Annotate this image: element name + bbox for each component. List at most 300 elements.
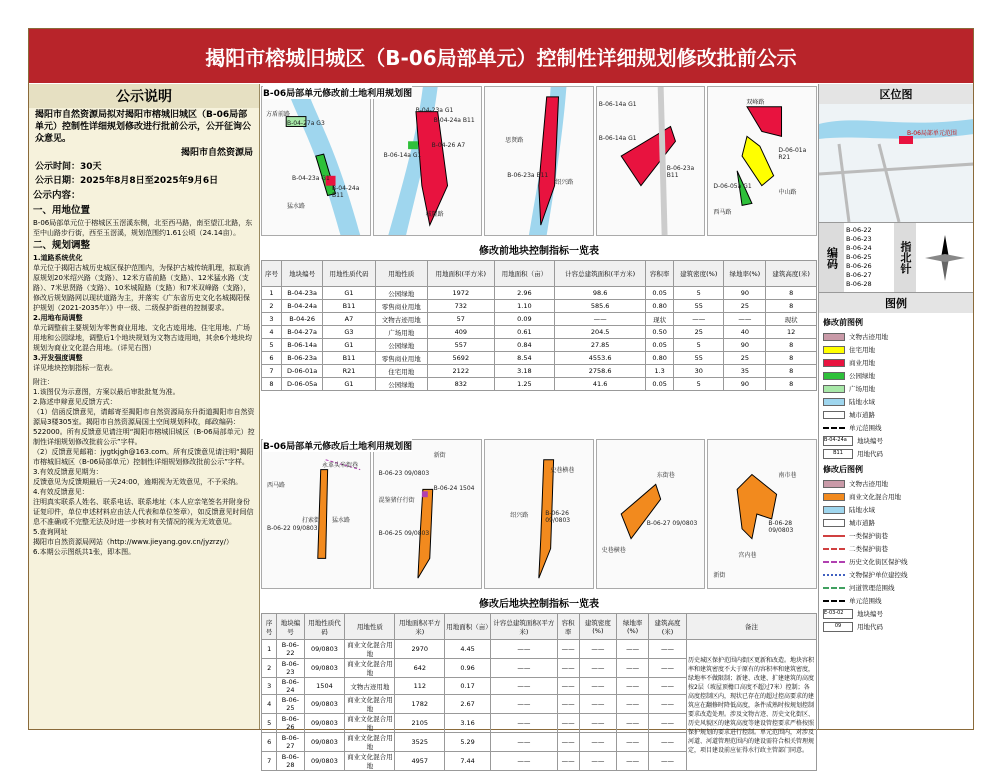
map-label: B-06-28 09/0803 <box>768 520 794 534</box>
table-cell: 商业文化混合用地 <box>345 640 395 659</box>
table-cell: —— <box>648 733 686 752</box>
before-map-3-svg <box>485 87 593 235</box>
maps-panel <box>261 84 817 770</box>
column-header: 用地面积(平方米) <box>395 614 445 640</box>
before-legend-title: 修改前图例 <box>823 318 863 327</box>
table-cell: 204.5 <box>555 326 646 339</box>
codes-label: 编码 <box>819 223 844 292</box>
notice-date <box>29 174 259 188</box>
plot-commercial <box>747 107 782 137</box>
table-row <box>262 365 817 378</box>
reference-panel <box>818 84 973 729</box>
map-label: 南市巷 <box>778 472 797 479</box>
legend-swatch: 09 <box>823 622 853 632</box>
table-cell: 1.25 <box>494 378 554 391</box>
plot-mixed <box>318 470 328 559</box>
table-row <box>262 339 817 352</box>
table-cell: 0.80 <box>646 300 674 313</box>
table-cell: 零售商业用地 <box>375 300 427 313</box>
map-label: B-06-14a G1 <box>598 135 637 142</box>
table-cell: 商业文化混合用地 <box>345 752 395 771</box>
legend-item <box>819 594 973 607</box>
column-header: 序号 <box>262 261 282 287</box>
table-cell: —— <box>648 714 686 733</box>
column-header: 用地性质 <box>375 261 427 287</box>
map-label: B-04-24a B11 <box>332 185 360 199</box>
table-cell: B-06-22 <box>277 640 304 659</box>
legend-swatch <box>823 398 845 406</box>
table-cell: —— <box>490 640 557 659</box>
table-cell: 5692 <box>427 352 494 365</box>
table-cell: —— <box>579 678 617 695</box>
table-cell: 公园绿地 <box>375 378 427 391</box>
table-cell: 0.05 <box>646 378 674 391</box>
legend-swatch <box>823 333 845 341</box>
map-label: B-06-23a B11 <box>666 165 695 179</box>
table-cell: B-06-27 <box>277 733 304 752</box>
legend-swatch <box>823 600 845 602</box>
time-value: 30天 <box>80 162 102 172</box>
adjust-2-text: 单元调整前主要规划为零售商业用地、文化古迹用地、住宅用地、广场用地和公园绿地，调整后1个地块规划为文物古迹用地，其余6个地块均规划为商业文化混合用地。（详见右图） <box>33 324 252 352</box>
legend-item <box>819 356 973 369</box>
table-cell: —— <box>490 733 557 752</box>
legend-item <box>819 503 973 516</box>
legend-swatch <box>823 372 845 380</box>
after-table-title: 修改后地块控制指标一览表 <box>479 599 599 610</box>
table-cell: B-06-14a <box>281 339 322 352</box>
table-cell: 2758.6 <box>555 365 646 378</box>
table-cell: 2970 <box>395 640 445 659</box>
note-line: 反馈意见为反馈期最后一天24:00，逾期视为无效意见，不予采纳。 <box>33 478 243 486</box>
after-map-4 <box>596 439 706 589</box>
legend-item <box>819 421 973 434</box>
table-cell: 1 <box>262 640 277 659</box>
legend-label: 文物古迹用地 <box>849 480 888 488</box>
note-line: 4.有效反馈意见： <box>33 488 89 496</box>
column-header: 绿地率(%) <box>617 614 649 640</box>
before-legend <box>819 330 973 460</box>
table-cell: 3.16 <box>445 714 491 733</box>
table-cell: B-04-23a <box>281 287 322 300</box>
note-line: （1）信函反馈意见，请邮寄至揭阳市自然资源局东升街道揭阳市自然资源局3楼305室。揭阳市自然资源局国土空间规划科收，邮政编码：522000。所有反馈意见请注明“揭阳市榕城旧城区（B-06局部单元）控制性详细规划修改批前公示”字样。 <box>33 408 255 446</box>
table-cell: 3 <box>262 313 282 326</box>
table-cell: —— <box>490 714 557 733</box>
map-label: B-06-14a G1 <box>383 152 422 159</box>
table-cell: 商业文化混合用地 <box>345 714 395 733</box>
table-cell: 25 <box>724 300 766 313</box>
table-cell: 4 <box>262 326 282 339</box>
table-cell: A7 <box>323 313 375 326</box>
page-title: 揭阳市榕城旧城区（B-06局部单元）控制性详细规划修改批前公示 <box>29 29 973 83</box>
after-table <box>261 613 817 771</box>
section-adjust: 二、规划调整 <box>33 240 91 251</box>
section-location: 一、用地位置 <box>33 205 91 216</box>
legend-label: 单元范围线 <box>849 424 882 432</box>
time-label: 公示时间： <box>35 162 81 172</box>
legend-swatch: B-04-24a <box>823 436 853 446</box>
code-item: B-06-26 <box>846 262 872 270</box>
table-row <box>262 313 817 326</box>
table-cell: B-06-23 <box>277 659 304 678</box>
legend-label: 商业用地 <box>849 359 875 367</box>
note-line: （2）反馈意见邮箱：jygtkjgh@163.com。所有反馈意见请注明“揭阳市榕城旧城区（B-06局部单元）控制性详细规划修改批前公示”字样。 <box>33 448 254 466</box>
legend-label: 单元范围线 <box>849 597 882 605</box>
table-cell: 7.44 <box>445 752 491 771</box>
table-cell: 55 <box>674 352 724 365</box>
note-line: 注明真实联系人姓名、联系电话、联系地址（本人应亲笔签名并附身份证复印件，单位申述材料应由法人代表和单位签章），如反馈意见时间信息不准确或不完整无法及时进一步核对有关情况的视为无效意见。 <box>33 498 254 526</box>
map-label: B-06-25 09/0803 <box>378 530 430 537</box>
legend-label: 城市道路 <box>849 519 875 527</box>
legend-label: 商业文化混合用地 <box>849 493 901 501</box>
plot-residential <box>742 136 774 185</box>
table-cell: 住宅用地 <box>375 365 427 378</box>
column-header: 用地面积(平方米) <box>427 261 494 287</box>
column-header: 容积率 <box>557 614 579 640</box>
table-cell: 41.6 <box>555 378 646 391</box>
legend-item <box>819 542 973 555</box>
poster-frame <box>28 28 974 770</box>
legend-item <box>819 408 973 421</box>
location-text: B-06局部单元位于榕城区玉滘溪东侧，北至西马路，南至望江北路，东至中山路步行街，西至玉滘溪，规划范围约1.61公顷（24.14亩）。 <box>33 219 253 237</box>
before-map-3 <box>484 86 594 236</box>
table-cell: 57 <box>427 313 494 326</box>
table-cell: —— <box>617 714 649 733</box>
code-item: B-06-27 <box>846 271 872 279</box>
legend-label: 河道管理范围线 <box>849 584 895 592</box>
table-cell: 公园绿地 <box>375 339 427 352</box>
map-label: 绍兴路 <box>510 512 529 519</box>
before-map-4 <box>596 86 706 236</box>
table-cell: —— <box>617 695 649 714</box>
table-cell: 642 <box>395 659 445 678</box>
map-label: 东街巷 <box>656 472 675 479</box>
column-header: 地块编号 <box>281 261 322 287</box>
map-label: 史巷横巷 <box>601 547 626 554</box>
before-map-5 <box>707 86 817 236</box>
table-cell: —— <box>490 752 557 771</box>
map-label: 西马路 <box>713 209 732 216</box>
table-cell: 商业文化混合用地 <box>345 695 395 714</box>
plot-mixed <box>621 484 660 538</box>
column-header: 计容总建筑面积(平方米) <box>555 261 646 287</box>
table-cell: 8.54 <box>494 352 554 365</box>
after-map-5 <box>707 439 817 589</box>
table-cell: 8 <box>766 352 817 365</box>
legend-swatch <box>823 519 845 527</box>
table-cell: —— <box>490 678 557 695</box>
table-cell: —— <box>648 695 686 714</box>
code-item: B-06-23 <box>846 235 872 243</box>
table-cell: —— <box>579 714 617 733</box>
map-label: B-06-27 09/0803 <box>646 520 698 527</box>
table-cell: B-06-24 <box>277 678 304 695</box>
table-cell: 12 <box>766 326 817 339</box>
after-map-2 <box>373 439 483 589</box>
map-label: 绍兴路 <box>555 179 574 186</box>
table-cell: 409 <box>427 326 494 339</box>
table-row <box>262 326 817 339</box>
table-cell: 文物古迹用地 <box>345 678 395 695</box>
legend-swatch: E-03-02 <box>823 609 853 619</box>
remark-cell: 历史城区保护范围内街区更新和改造。地块容积率和建筑密度不大于原有的容积率和建筑密度，绿地率不做限制；新建、改建、扩建建筑的高度按2层（坡屋顶檐口高度不超过7米）控制；各高度控制区内，现状已存在的超过控高要求的建筑应在翻修时降低高度，条件成熟时按规划控制要求改造处理。涉及文物古迹、历史文化街区、历史风貌区的建筑高度等建设管控要求严格按照保护规划的要求进行控制。单元范围内，对涉及河道、河道管理范围内的建设需符合相关管理规定，项目建设前应征得水行政主管部门同意。 <box>687 640 817 771</box>
map-label: B-06-23a B11 <box>507 172 549 179</box>
table-cell: 112 <box>395 678 445 695</box>
legend-swatch <box>823 587 845 589</box>
adjust-1-heading: 1.道路系统优化 <box>33 254 83 262</box>
legend-item <box>819 620 973 633</box>
legend-label: 用地代码 <box>857 623 883 631</box>
code-item: B-06-28 <box>846 280 872 288</box>
before-map-2 <box>373 86 483 236</box>
table-cell: —— <box>579 695 617 714</box>
table-cell: 7 <box>262 365 282 378</box>
legend-label: 地块编号 <box>857 437 883 445</box>
map-label: 西马路 <box>267 482 286 489</box>
codes-north-row <box>819 222 973 292</box>
map-label: B-04-24a B11 <box>433 117 475 124</box>
note-line: 3.有效反馈意见期为： <box>33 468 103 476</box>
map-label: B-06-24 1504 <box>433 485 475 492</box>
location-map-svg <box>819 104 973 222</box>
map-label: 新街 <box>433 452 446 459</box>
table-cell: 09/0803 <box>304 714 345 733</box>
table-cell: 8 <box>766 378 817 391</box>
table-cell: —— <box>579 640 617 659</box>
table-cell: 2 <box>262 300 282 313</box>
map-label: B-06-22 09/0803 <box>267 525 318 532</box>
table-cell: —— <box>557 714 579 733</box>
table-row <box>262 640 817 659</box>
table-cell: B11 <box>323 300 375 313</box>
table-cell: 商业文化混合用地 <box>345 733 395 752</box>
legend-label: 二类保护街巷 <box>849 545 888 553</box>
table-cell: —— <box>557 640 579 659</box>
note-line: 揭阳市自然资源局网站（http://www.jieyang.gov.cn/jyzrzy/） <box>33 538 233 546</box>
column-header: 备注 <box>687 614 817 640</box>
table-cell: —— <box>557 678 579 695</box>
legend-label: 地块编号 <box>857 610 883 618</box>
notice-panel <box>29 84 260 729</box>
table-cell: 7 <box>262 752 277 771</box>
table-cell: R21 <box>323 365 375 378</box>
column-header: 建筑高度(米) <box>766 261 817 287</box>
after-map-5-svg <box>708 440 816 588</box>
table-cell: 1 <box>262 287 282 300</box>
table-cell: 0.09 <box>494 313 554 326</box>
after-map-1 <box>261 439 371 589</box>
table-cell: —— <box>617 659 649 678</box>
table-cell: —— <box>555 313 646 326</box>
table-cell: 8 <box>766 365 817 378</box>
table-cell: B-04-24a <box>281 300 322 313</box>
table-cell: 8 <box>262 378 282 391</box>
table-cell: 0.17 <box>445 678 491 695</box>
legend-swatch: B11 <box>823 449 853 459</box>
legend-item <box>819 477 973 490</box>
column-header: 序号 <box>262 614 277 640</box>
table-cell: —— <box>557 733 579 752</box>
table-cell: —— <box>557 659 579 678</box>
table-cell: —— <box>617 678 649 695</box>
table-cell: 4 <box>262 695 277 714</box>
table-cell: 4553.6 <box>555 352 646 365</box>
notice-lead: 揭阳市自然资源局拟对揭阳市榕城旧城区（B-06局部单元）控制性详细规划修改进行批前公示，公开征询公众意见。 <box>35 110 252 144</box>
map-label: 双峰路 <box>746 99 765 106</box>
table-cell: 2105 <box>395 714 445 733</box>
map-label: 打索街 <box>302 517 321 524</box>
code-item: B-06-24 <box>846 244 872 252</box>
code-item: B-06-22 <box>846 226 872 234</box>
legend-item <box>819 434 973 447</box>
table-cell: 90 <box>724 339 766 352</box>
legend-item <box>819 568 973 581</box>
table-cell: B-04-26 <box>281 313 322 326</box>
plot-culture <box>421 491 427 497</box>
table-cell: 27.85 <box>555 339 646 352</box>
legend-item <box>819 529 973 542</box>
table-cell: —— <box>617 733 649 752</box>
table-cell: 0.05 <box>646 339 674 352</box>
table-cell: B11 <box>323 352 375 365</box>
table-cell: 现状 <box>646 313 674 326</box>
table-cell: 832 <box>427 378 494 391</box>
table-cell: D-06-05a <box>281 378 322 391</box>
after-table-wrap <box>261 592 817 771</box>
before-map-1 <box>261 86 371 236</box>
legend-item <box>819 516 973 529</box>
map-label: B-04-27a G3 <box>287 120 325 127</box>
table-cell: 557 <box>427 339 494 352</box>
map-label: B-06-23 09/0803 <box>378 470 430 477</box>
legend-swatch <box>823 385 845 393</box>
table-row <box>262 300 817 313</box>
column-header: 容积率 <box>646 261 674 287</box>
table-cell: —— <box>617 752 649 771</box>
before-table-title: 修改前地块控制指标一览表 <box>479 246 599 257</box>
table-cell: 3 <box>262 678 277 695</box>
table-cell: 广场用地 <box>375 326 427 339</box>
map-label: 史巷横巷 <box>550 467 575 474</box>
column-header: 计容总建筑面积(平方米) <box>490 614 557 640</box>
adjust-1-text: 单元位于揭阳古城历史城区保护范围内，为保护古城传统肌理，拟取消原规划20米绍兴路（支路）、12米方盾前路（支路）、12米猛水路（支路）、7米思贤路（支路）、10米城隍路（支路）和7米双峰路（支路），修改后规划路网以现状道路为主，并落实《广东省历史文化名城揭阳保护规划（2021-2035年）》中一级、二级保护街巷的控制要求。 <box>33 264 251 312</box>
column-header: 用地面积（亩） <box>494 261 554 287</box>
legend-swatch <box>823 346 845 354</box>
notice-time <box>29 160 259 174</box>
table-cell: 55 <box>674 300 724 313</box>
legend-swatch <box>823 574 845 576</box>
column-header: 用地性质代码 <box>323 261 375 287</box>
before-table <box>261 260 817 391</box>
north-label: 指北针 <box>894 223 916 292</box>
table-cell: 1504 <box>304 678 345 695</box>
table-cell: 30 <box>674 365 724 378</box>
table-cell: B-06-25 <box>277 695 304 714</box>
table-cell: 585.6 <box>555 300 646 313</box>
adjust-3-heading: 3.开发强度调整 <box>33 354 83 362</box>
table-cell: 3525 <box>395 733 445 752</box>
map-label: 城隍路 <box>425 211 444 218</box>
legend-swatch <box>823 480 845 488</box>
legend-item <box>819 607 973 620</box>
map-label: B-04-26 A7 <box>431 142 466 149</box>
legend-item <box>819 555 973 568</box>
legend-label: 文物保护单位建控线 <box>849 571 908 579</box>
legend-label: 广场用地 <box>849 385 875 393</box>
compass-icon <box>923 233 967 283</box>
table-cell: 6 <box>262 352 282 365</box>
notice-org: 揭阳市自然资源局 <box>180 148 253 158</box>
after-legend-title: 修改后图例 <box>823 465 863 474</box>
column-header: 用地性质代码 <box>304 614 345 640</box>
legend-swatch <box>823 548 845 550</box>
table-cell: —— <box>617 640 649 659</box>
table-cell: 公园绿地 <box>375 287 427 300</box>
map-label: 新街 <box>713 572 726 579</box>
note-line: 2.陈述申辩意见反馈方式： <box>33 398 117 406</box>
table-cell: 2122 <box>427 365 494 378</box>
table-cell: 5 <box>674 378 724 391</box>
table-cell: 4957 <box>395 752 445 771</box>
map-label: D-06-01a R21 <box>778 147 807 161</box>
table-cell: 5 <box>674 287 724 300</box>
table-cell: —— <box>579 733 617 752</box>
column-header: 用地性质 <box>345 614 395 640</box>
adjust-3-text: 详见地块控制指标一览表。 <box>33 364 117 372</box>
legend-title: 图例 <box>819 292 973 313</box>
table-cell: 90 <box>724 378 766 391</box>
map-label: D-06-05a G1 <box>713 183 752 190</box>
table-cell: 零售商业用地 <box>375 352 427 365</box>
table-cell: 0.80 <box>646 352 674 365</box>
before-maps-title: B-06局部单元修改前土地利用规划图 <box>263 86 412 99</box>
column-header: 绿地率(%) <box>724 261 766 287</box>
legend-label: 历史文化街区保护线 <box>849 558 908 566</box>
legend-swatch <box>823 535 845 537</box>
unit-label: B-06局部单元范围 <box>907 130 957 137</box>
table-cell: 0.50 <box>646 326 674 339</box>
table-cell: 5 <box>262 339 282 352</box>
table-cell: —— <box>579 659 617 678</box>
table-cell: 09/0803 <box>304 659 345 678</box>
map-label: B-04-23a G1 <box>415 107 454 114</box>
content-heading: 公示内容： <box>33 190 81 201</box>
table-cell: 8 <box>766 339 817 352</box>
table-cell: —— <box>557 752 579 771</box>
after-maps-title: B-06局部单元修改后土地利用规划图 <box>263 439 412 452</box>
note-line: 6.本期公示图纸共1张，即本图。 <box>33 548 136 556</box>
table-row <box>262 352 817 365</box>
after-maps <box>261 439 817 589</box>
legend-swatch <box>823 506 845 514</box>
compass <box>916 223 973 292</box>
table-cell: —— <box>648 678 686 695</box>
table-cell: 09/0803 <box>304 695 345 714</box>
legend-item <box>819 447 973 460</box>
legend-label: 陆地水域 <box>849 506 875 514</box>
note-line: 5.查询网址 <box>33 528 68 536</box>
after-legend <box>819 477 973 633</box>
table-cell: 1.10 <box>494 300 554 313</box>
notice-heading: 公示说明 <box>29 84 259 108</box>
table-row <box>262 287 817 300</box>
legend-label: 文物古迹用地 <box>849 333 888 341</box>
date-value: 2025年8月8日至2025年9月6日 <box>80 176 219 186</box>
table-cell: —— <box>648 752 686 771</box>
after-map-2-svg <box>374 440 482 588</box>
table-cell: 09/0803 <box>304 733 345 752</box>
table-cell: G3 <box>323 326 375 339</box>
column-header: 用地面积（亩） <box>445 614 491 640</box>
